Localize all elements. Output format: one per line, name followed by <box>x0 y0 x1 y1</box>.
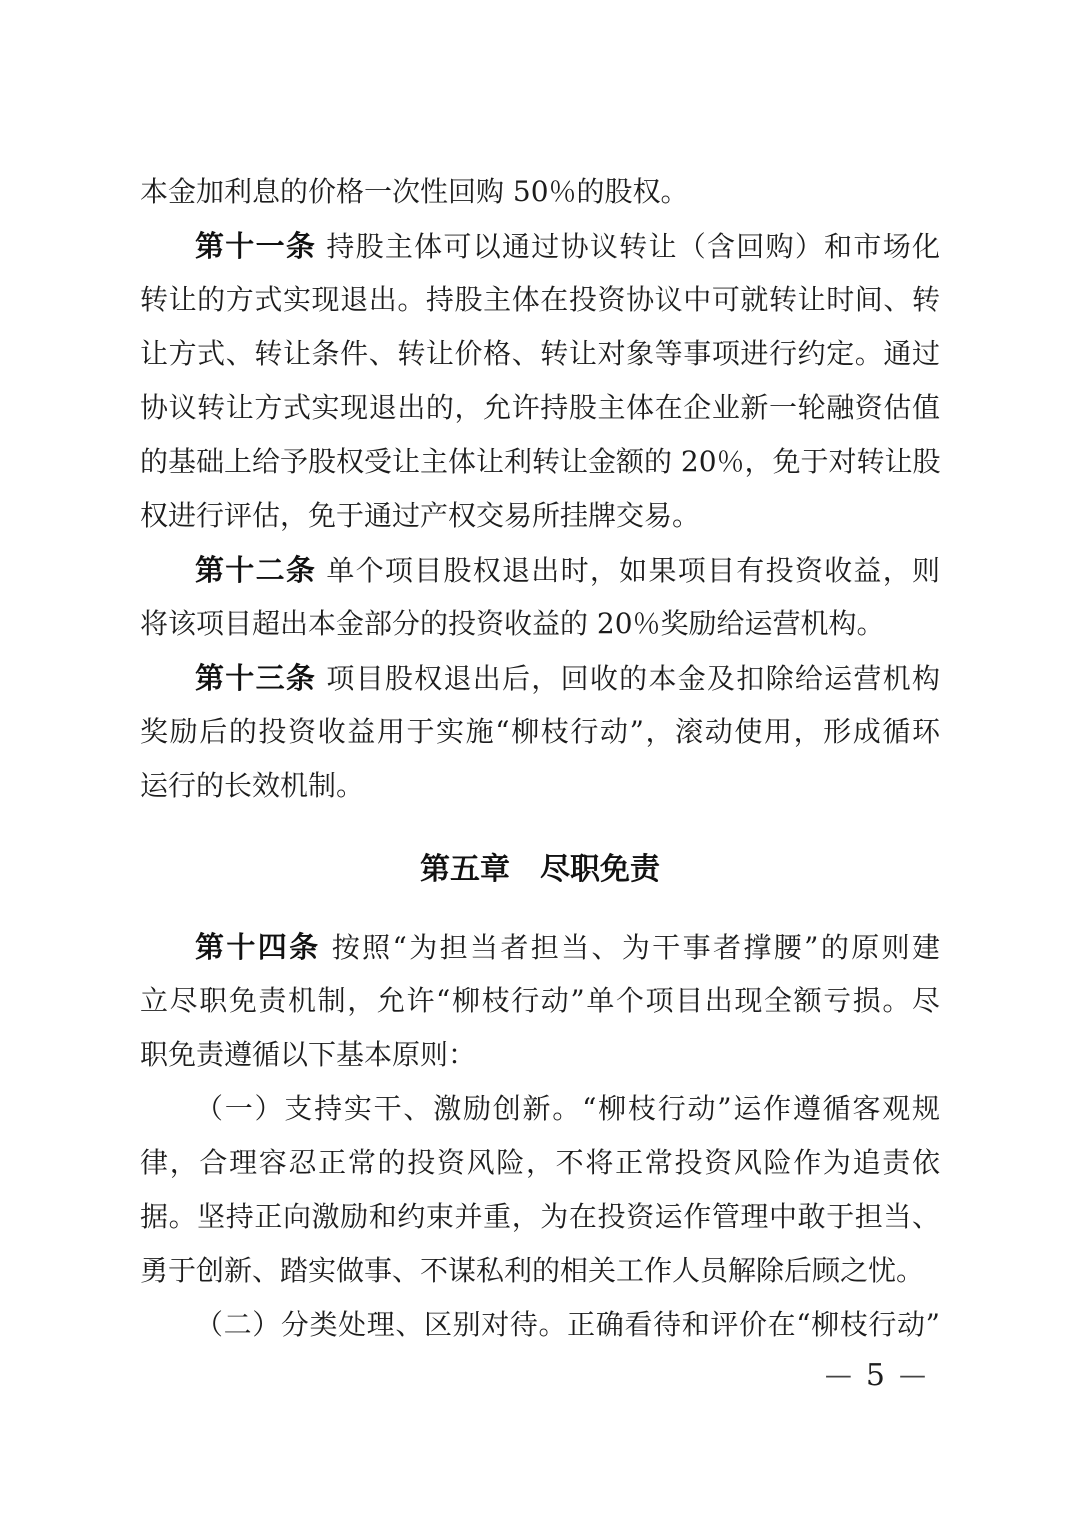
article-number: 第十三条 <box>195 661 317 695</box>
line-text: 运行的长效机制。 <box>140 769 365 802</box>
line-text: 职免责遵循以下基本原则： <box>140 1038 477 1071</box>
line-text: 持股主体可以通过协议转让（含回购）和市场化 <box>316 230 940 263</box>
article-number: 第十一条 <box>195 229 317 263</box>
article-number: 第十二条 <box>195 553 317 587</box>
chapter-body <box>140 920 940 1352</box>
text-line <box>140 651 940 705</box>
article-number: 第十四条 <box>195 930 321 964</box>
line-text: 勇于创新、踏实做事、不谋私利的相关工作人员解除后顾之忧。 <box>140 1254 925 1287</box>
text-line <box>140 1190 940 1244</box>
line-text: 按照“为担当者担当、为干事者撑腰”的原则建 <box>320 931 940 964</box>
text-line <box>140 705 940 759</box>
text-line <box>140 381 940 435</box>
text-line <box>140 489 940 543</box>
text-line <box>140 219 940 273</box>
body-text <box>140 165 940 1352</box>
line-text: 据。坚持正向激励和约束并重，为在投资运作管理中敢于担当、 <box>140 1200 940 1233</box>
text-line <box>140 1028 940 1082</box>
text-line <box>140 759 940 813</box>
text-line <box>140 273 940 327</box>
line-text: 单个项目股权退出时，如果项目有投资收益，则 <box>316 554 940 587</box>
page-number-dash-left: — <box>824 1360 852 1391</box>
line-text: 将该项目超出本金部分的投资收益的 20％奖励给运营机构。 <box>140 607 885 640</box>
text-line <box>140 435 940 489</box>
text-line <box>140 165 940 219</box>
page-number-dash-right: — <box>899 1360 926 1391</box>
text-line <box>140 1082 940 1136</box>
chapter-heading: 第五章 尽职免责 <box>420 852 660 887</box>
text-line <box>140 974 940 1028</box>
line-text: 项目股权退出后，回收的本金及扣除给运营机构 <box>316 662 940 695</box>
text-line <box>140 543 940 597</box>
text-line <box>140 327 940 381</box>
line-text: 权进行评估，免于通过产权交易所挂牌交易。 <box>140 499 701 532</box>
page-number <box>825 1358 926 1394</box>
line-text: （一）支持实干、激励创新。“柳枝行动”运作遵循客观规 <box>195 1092 940 1125</box>
line-text: 协议转让方式实现退出的，允许持股主体在企业新一轮融资估值 <box>140 391 940 424</box>
line-text: 立尽职免责机制，允许“柳枝行动”单个项目出现全额亏损。尽 <box>140 984 940 1017</box>
page-number-value: 5 <box>865 1358 885 1393</box>
line-text: 律，合理容忍正常的投资风险，不将正常投资风险作为追责依 <box>140 1146 940 1179</box>
line-text: 本金加利息的价格一次性回购 50％的股权。 <box>140 175 689 208</box>
text-line <box>140 920 940 974</box>
line-text: 奖励后的投资收益用于实施“柳枝行动”，滚动使用，形成循环 <box>140 715 940 748</box>
text-line <box>140 1136 940 1190</box>
text-line <box>140 1298 940 1352</box>
text-line <box>140 1244 940 1298</box>
line-text: （二）分类处理、区别对待。正确看待和评价在“柳枝行动” <box>195 1308 940 1341</box>
line-text: 让方式、转让条件、转让价格、转让对象等事项进行约定。通过 <box>140 337 940 370</box>
line-text: 转让的方式实现退出。持股主体在投资协议中可就转让时间、转 <box>140 283 940 316</box>
text-line <box>140 597 940 651</box>
line-text: 的基础上给予股权受让主体让利转让金额的 20％，免于对转让股 <box>140 445 941 478</box>
